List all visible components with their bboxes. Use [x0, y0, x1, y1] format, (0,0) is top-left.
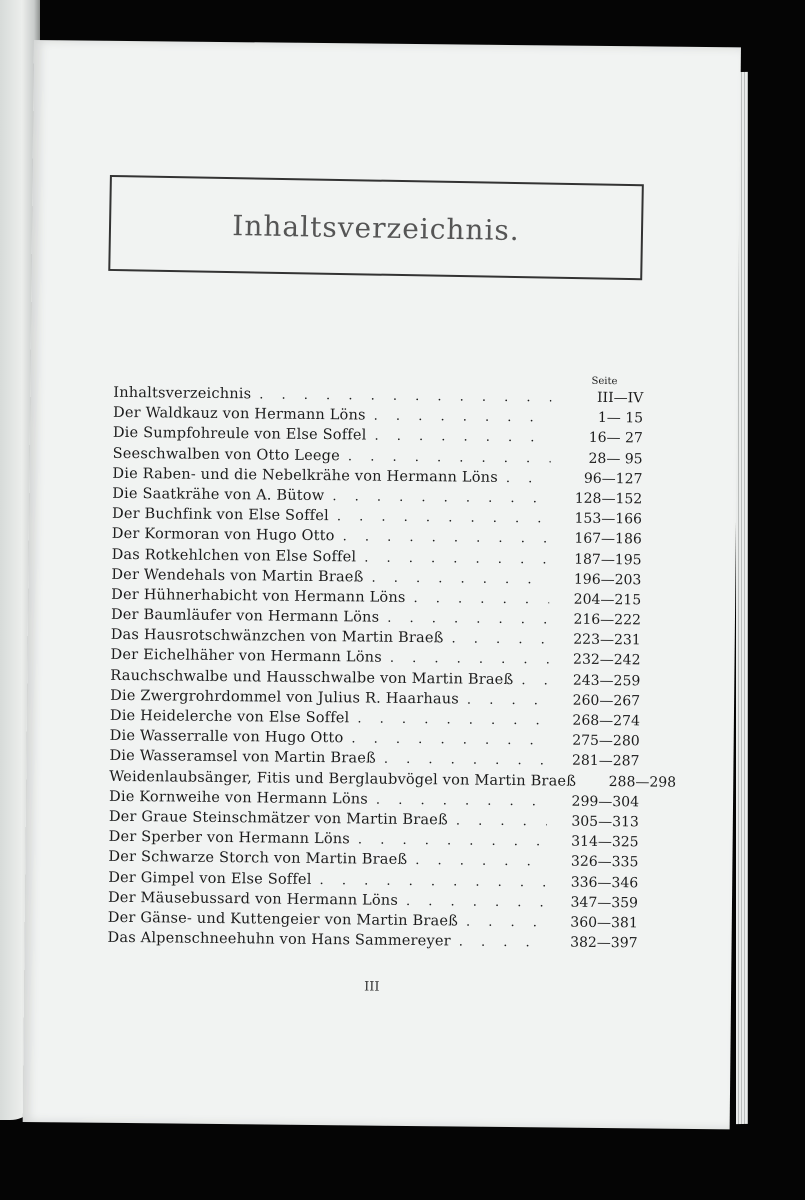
- toc-entry-title: Das Rotkehlchen von Else Soffel: [111, 546, 357, 565]
- toc-entry-title: Der Wendehals von Martin Braeß: [111, 566, 364, 586]
- toc-entry-title: Der Mäusebussard von Hermann Löns: [107, 889, 399, 909]
- dot-leader: [387, 611, 549, 628]
- toc-entry-title: Der Sperber von Hermann Löns: [108, 828, 351, 848]
- toc-entry-title: Die Wasserralle von Hugo Otto: [109, 728, 344, 747]
- title-frame: [108, 175, 644, 280]
- dot-leader: [348, 449, 551, 466]
- dot-leader: [337, 509, 550, 526]
- toc-entry-pages: 281—287: [571, 753, 640, 770]
- toc-entry-title: Der Baumläufer von Hermann Löns: [110, 606, 380, 626]
- toc-entry-pages: 216—222: [573, 611, 642, 629]
- toc-entry-pages: 128—152: [574, 490, 643, 508]
- book-page: [23, 40, 741, 1129]
- dot-leader: [406, 894, 546, 910]
- toc-entry-pages: 347—359: [570, 894, 639, 912]
- toc-entry-title: Der Schwarze Storch von Martin Braeß: [108, 849, 408, 869]
- toc-entry-pages: 167—186: [574, 530, 642, 548]
- toc-entries: [107, 384, 677, 956]
- dot-leader: [521, 673, 548, 688]
- toc-entry-pages: 268—274: [572, 712, 640, 730]
- dot-leader: [506, 471, 551, 486]
- toc-entry-title: Das Alpenschneehuhn von Hans Sammereyer: [107, 929, 451, 950]
- toc-entry-title: Der Graue Steinschmätzer von Martin Braeß: [108, 808, 448, 829]
- dot-leader: [376, 792, 547, 809]
- toc-entry-title: Weidenlaubsänger, Fitis und Berglaubvögel von Martin Braeß: [109, 768, 577, 790]
- dot-leader: [413, 591, 549, 607]
- toc-entry-pages: 336—346: [570, 874, 639, 891]
- toc-entry-title: Das Hausrotschwänzchen von Martin Braeß: [110, 627, 444, 647]
- toc-entry-pages: 204—215: [573, 591, 642, 609]
- toc-entry-pages: 28— 95: [588, 450, 643, 467]
- toc-entry-title: Der Buchfink von Else Soffel: [111, 505, 330, 525]
- toc-entry-title: Die Wasseramsel von Martin Braeß: [109, 748, 376, 767]
- toc-entry-pages: 305—313: [571, 813, 639, 831]
- dot-leader: [320, 873, 547, 890]
- toc-entry-pages: 288—298: [608, 773, 677, 791]
- seite-label: Seite: [591, 375, 618, 388]
- dot-leader: [358, 833, 547, 850]
- dot-leader: [390, 651, 549, 668]
- toc-entry-pages: 360—381: [570, 914, 638, 932]
- dot-leader: [357, 711, 548, 728]
- toc-entry-title: Rauchschwalbe und Hausschwalbe von Martin Braeß: [110, 667, 514, 688]
- toc-entry-title: Der Gimpel von Else Soffel: [108, 869, 312, 888]
- dot-leader: [456, 813, 547, 829]
- toc-entry-title: Der Eichelhäher von Hermann Löns: [110, 647, 382, 667]
- toc-entry-pages: 196—203: [573, 571, 642, 589]
- toc-entry-title: Der Gänse- und Kuttengeier von Martin Braeß: [107, 909, 459, 930]
- toc-entry-title: Die Saatkrähe von A. Bütow: [112, 485, 325, 505]
- toc-entry-title: Der Waldkauz von Hermann Löns: [113, 405, 366, 424]
- toc-entry-pages: 326—335: [570, 853, 639, 871]
- toc-entry-pages: 16— 27: [588, 430, 643, 447]
- dot-leader: [466, 914, 546, 930]
- toc-entry-title: Inhaltsverzeichnis: [113, 384, 252, 403]
- dot-leader: [467, 692, 548, 708]
- dot-leader: [371, 570, 549, 587]
- dot-leader: [374, 429, 551, 446]
- toc-entry-pages: 232—242: [572, 652, 641, 669]
- toc-entry-pages: 314—325: [571, 833, 639, 851]
- page-title: Inhaltsverzeichnis.: [232, 208, 521, 247]
- toc-entry-pages: 96—127: [583, 470, 643, 488]
- toc-entry-pages: 153—166: [574, 510, 643, 528]
- dot-leader: [384, 752, 548, 769]
- toc-entry-pages: 275—280: [572, 732, 640, 750]
- toc-entry-title: Die Raben- und die Nebelkrähe von Hermann Löns: [112, 465, 498, 486]
- toc-entry-pages: 299—304: [571, 793, 640, 811]
- dot-leader: [343, 530, 550, 547]
- table-of-contents: [107, 373, 677, 956]
- toc-entry-pages: 187—195: [574, 551, 642, 568]
- toc-entry-pages: III—IV: [596, 389, 644, 407]
- dot-leader: [364, 550, 549, 567]
- toc-entry-pages: 382—397: [570, 934, 638, 952]
- dot-leader: [415, 853, 546, 869]
- dot-leader: [451, 632, 548, 648]
- dot-leader: [374, 409, 552, 426]
- toc-entry-pages: 260—267: [572, 692, 641, 710]
- toc-entry-pages: 243—259: [572, 672, 641, 690]
- dot-leader: [351, 732, 547, 749]
- toc-entry-title: Die Zwergrohrdommel von Julius R. Haarhaus: [110, 687, 460, 708]
- toc-entry-title: Die Sumpfohreule von Else Soffel: [112, 425, 367, 444]
- dot-leader: [459, 935, 546, 951]
- page-number: III: [364, 979, 380, 995]
- toc-entry-title: Die Heidelerche von Else Soffel: [109, 707, 350, 727]
- dot-leader: [259, 387, 551, 405]
- toc-entry-pages: 1— 15: [597, 410, 644, 427]
- toc-entry-title: Die Kornweihe von Hermann Löns: [108, 788, 369, 808]
- toc-entry-pages: 223—231: [573, 631, 641, 649]
- toc-entry-title: Der Kormoran von Hugo Otto: [111, 526, 335, 545]
- toc-entry-title: Seeschwalben von Otto Leege: [112, 445, 341, 464]
- dot-leader: [332, 489, 550, 506]
- toc-entry-title: Der Hühnerhabicht von Hermann Löns: [111, 586, 406, 606]
- toc-entry: [107, 930, 637, 956]
